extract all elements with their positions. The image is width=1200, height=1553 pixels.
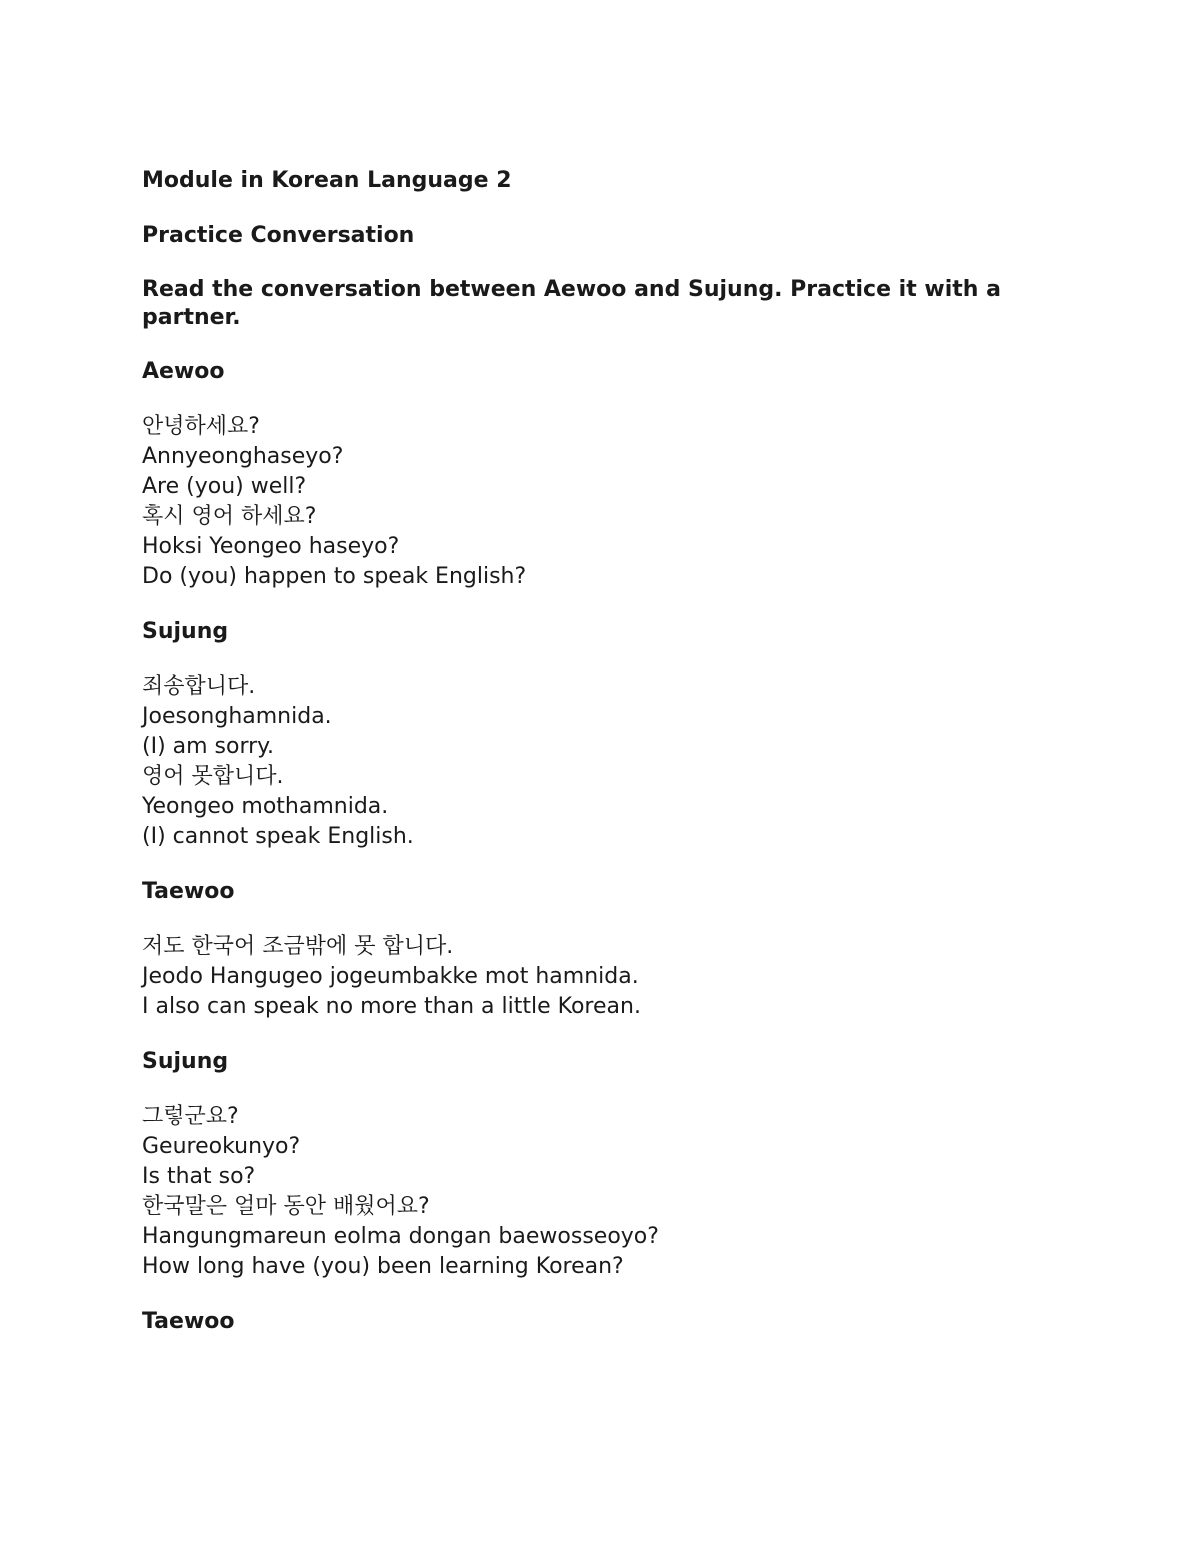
translation-line: I also can speak no more than a little Korean. <box>142 994 641 1019</box>
korean-line: 죄송합니다. <box>142 674 256 699</box>
document-body <box>142 166 1062 1362</box>
romanization-line: Yeongeo mothamnida. <box>142 794 389 819</box>
korean-line: 한국말은 얼마 동안 배웠어요? <box>142 1194 430 1219</box>
translation-line: (I) am sorry. <box>142 734 275 759</box>
speaker-name: Aewoo <box>142 359 225 384</box>
speaker-name: Taewoo <box>142 1309 235 1334</box>
translation-line: Is that so? <box>142 1164 256 1189</box>
romanization-line: Geureokunyo? <box>142 1134 301 1159</box>
speaker-name: Sujung <box>142 1049 229 1074</box>
translation-line: How long have (you) been learning Korean? <box>142 1254 624 1279</box>
korean-line: 그렇군요? <box>142 1104 239 1129</box>
dialogue-block <box>142 672 1062 852</box>
romanization-line: Joesonghamnida. <box>142 704 332 729</box>
korean-line: 저도 한국어 조금밖에 못 합니다. <box>142 934 454 959</box>
korean-line: 혹시 영어 하세요? <box>142 504 317 529</box>
dialogue-block <box>142 932 1062 1022</box>
romanization-line: Jeodo Hangugeo jogeumbakke mot hamnida. <box>142 964 639 989</box>
korean-line: 영어 못합니다. <box>142 764 284 789</box>
romanization-line: Annyeonghaseyo? <box>142 444 344 469</box>
instructions-text: Read the conversation between Aewoo and Sujung. Practice it with a partner. <box>142 277 1001 330</box>
korean-line: 안녕하세요? <box>142 414 260 439</box>
translation-line: (I) cannot speak English. <box>142 824 414 849</box>
dialogue-block <box>142 1102 1062 1282</box>
translation-line: Do (you) happen to speak English? <box>142 564 527 589</box>
section-heading: Practice Conversation <box>142 223 415 248</box>
romanization-line: Hangungmareun eolma dongan baewosseoyo? <box>142 1224 659 1249</box>
document-title: Module in Korean Language 2 <box>142 168 512 193</box>
speaker-name: Taewoo <box>142 879 235 904</box>
romanization-line: Hoksi Yeongeo haseyo? <box>142 534 400 559</box>
translation-line: Are (you) well? <box>142 474 307 499</box>
dialogue-block <box>142 412 1062 592</box>
speaker-name: Sujung <box>142 619 229 644</box>
